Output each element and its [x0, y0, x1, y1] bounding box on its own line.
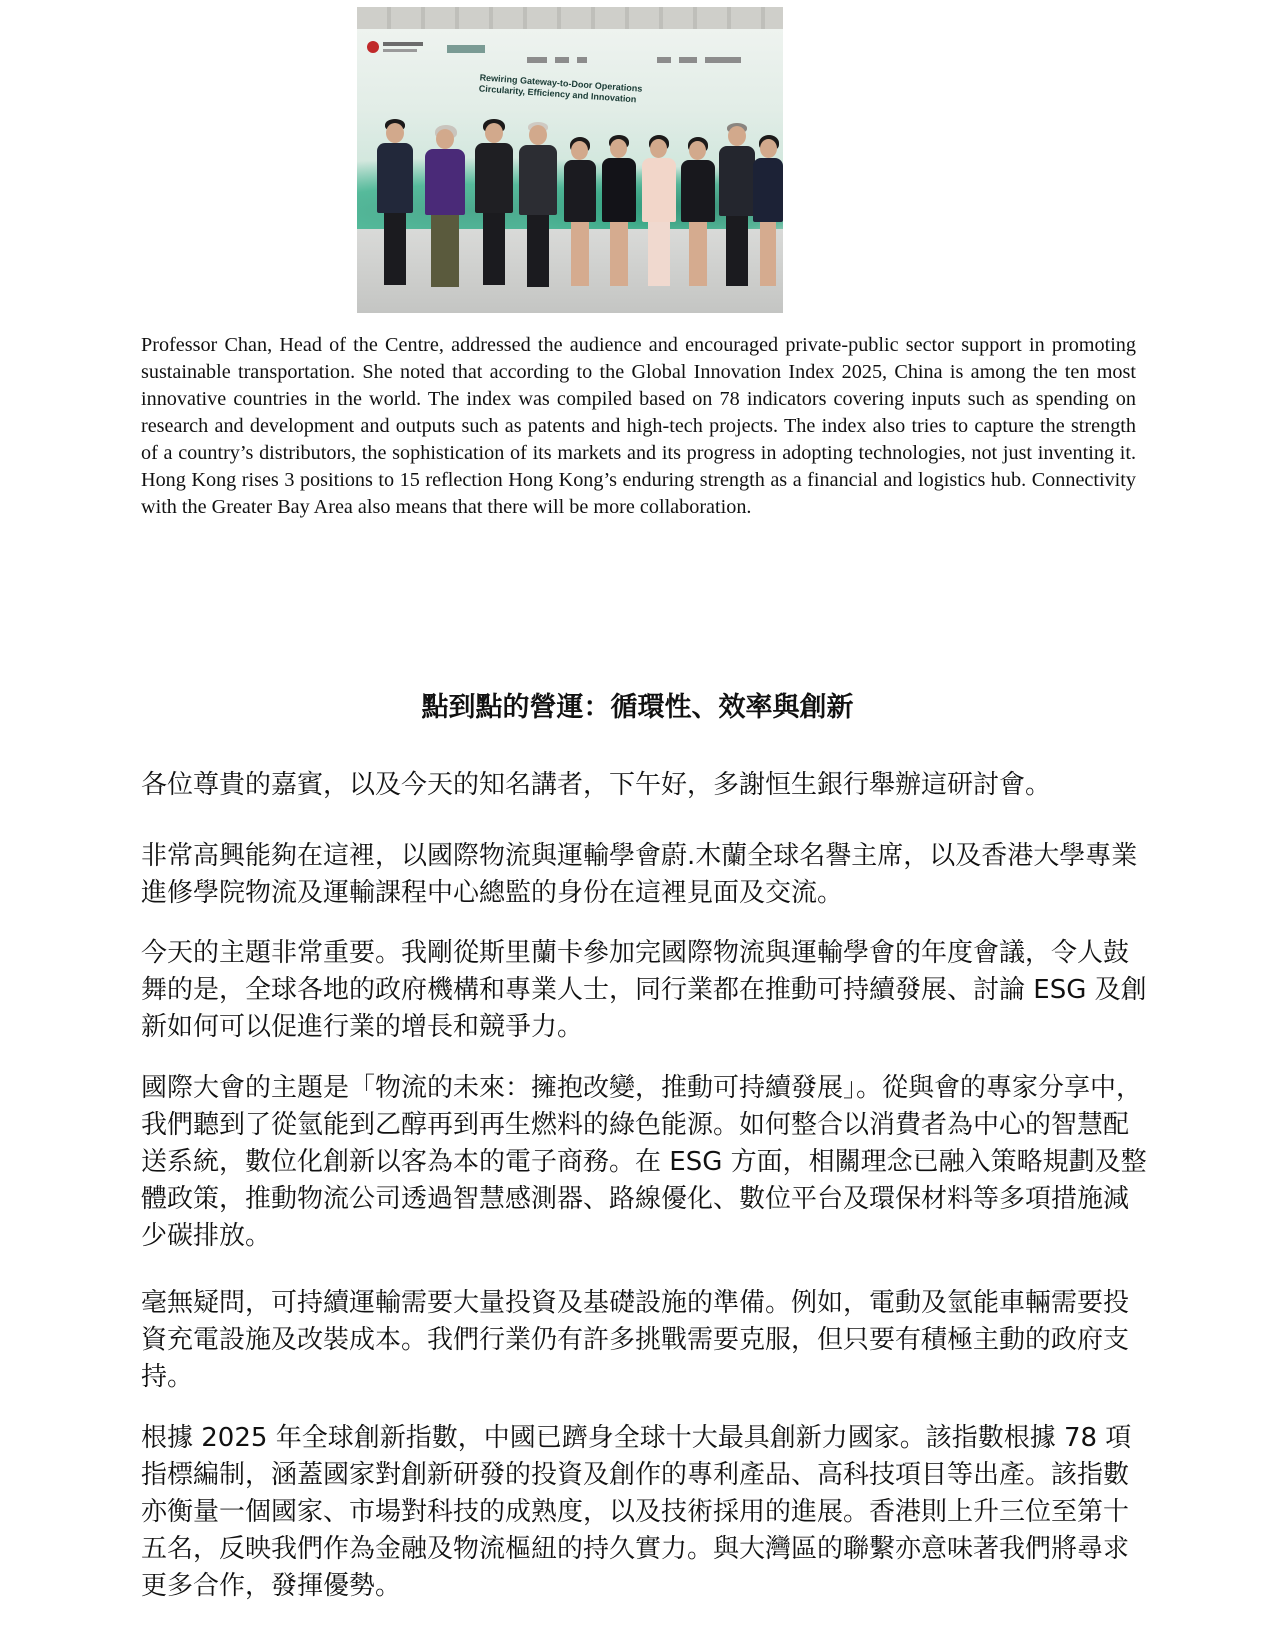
person-9: [717, 123, 757, 289]
chinese-paragraph-3: 今天的主題非常重要。我剛從斯里蘭卡參加完國際物流與運輸學會的年度會議，令人鼓舞的是，全球各地的政府機構和專業人士，同行業都在推動可持續發展、討論 ESG 及創新如何可以促進行業的增長和競爭力。: [141, 938, 1147, 1042]
supporter-logo: [577, 57, 587, 63]
chinese-paragraph-6: 根據 2025 年全球創新指數，中國已躋身全球十大最具創新力國家。該指數根據 78 項指標編制，涵蓋國家對創新研發的投資及創作的專利產品、高科技項目等出產。該指數亦衡量一個國家、市場對科技的成熟度，以及技術採用的進展。香港則上升三位至第十五名，反映我們作為金融及物流樞紐的持久實力。與大灣區的聯繫亦意味著我們將尋求更多合作，發揮優勢。: [141, 1423, 1132, 1601]
person-3: [473, 119, 515, 289]
chinese-paragraph-5: 毫無疑問，可持續運輸需要大量投資及基礎設施的準備。例如，電動及氫能車輛需要投資充電設施及改裝成本。我們行業仍有許多挑戰需要克服，但只要有積極主動的政府支持。: [141, 1288, 1130, 1392]
sponsor-logo-subtext: [383, 49, 417, 52]
person-10: [753, 135, 783, 289]
person-8: [679, 137, 717, 289]
person-5: [562, 137, 598, 289]
chinese-paragraph-1: 各位尊貴的嘉賓，以及今天的知名講者，下午好，多謝恒生銀行舉辦這研討會。: [141, 770, 1052, 800]
supporter-logo: [527, 57, 547, 63]
organiser-logo: [447, 45, 485, 53]
chinese-paragraph-4: 國際大會的主題是「物流的未來：擁抱改變，推動可持續發展」。從與會的專家分享中，我們聽到了從氫能到乙醇再到再生燃料的綠色能源。如何整合以消費者為中心的智慧配送系統，數位化創新以客為本的電子商務。在 ESG 方面，相關理念已融入策略規劃及整體政策，推動物流公司透過智慧感測器、路線優化、數位平台及環保材料等多項措施減少碳排放。: [141, 1073, 1147, 1251]
supporter-logo: [555, 57, 569, 63]
person-1: [375, 119, 415, 289]
supporter-logo: [657, 57, 671, 63]
event-photo: [357, 7, 783, 313]
chinese-title: 點到點的營運：循環性、效率與創新: [421, 692, 854, 723]
supporter-logo: [705, 57, 741, 63]
english-paragraph: Professor Chan, Head of the Centre, addressed the audience and encouraged private-public sector support in promoting sustainable transportation. She noted that according to the Global Innovation Index 2025, China is among the ten most innovative countries in the world. The index was compiled based on 78 indicators covering inputs such as spending on research and development and outputs such as patents and high-tech projects. The index also tries to capture the strength of a country’s distributors, the sophistication of its markets and its progress in adopting technologies, not just inventing it. Hong Kong rises 3 positions to 15 reflection Hong Kong’s enduring strength as a financial and logistics hub. Connectivity with the Greater Bay Area also means that there will be more collaboration.: [141, 334, 1136, 518]
person-2: [423, 125, 467, 289]
chinese-paragraph-2: 非常高興能夠在這裡，以國際物流與運輸學會蔚.木蘭全球名譽主席，以及香港大學專業進修學院物流及運輸課程中心總監的身份在這裡見面及交流。: [141, 841, 1138, 908]
sponsor-logo-text: [383, 42, 423, 46]
person-4: [517, 122, 559, 290]
photo-ceiling: [357, 7, 783, 29]
person-6: [600, 135, 638, 289]
supporter-logo: [679, 57, 697, 63]
sponsor-logo-icon: [367, 41, 379, 53]
person-7: [640, 135, 678, 289]
banner-title: Rewiring Gateway-to-Door Operations Circularity, Efficiency and Innovation: [478, 72, 643, 105]
